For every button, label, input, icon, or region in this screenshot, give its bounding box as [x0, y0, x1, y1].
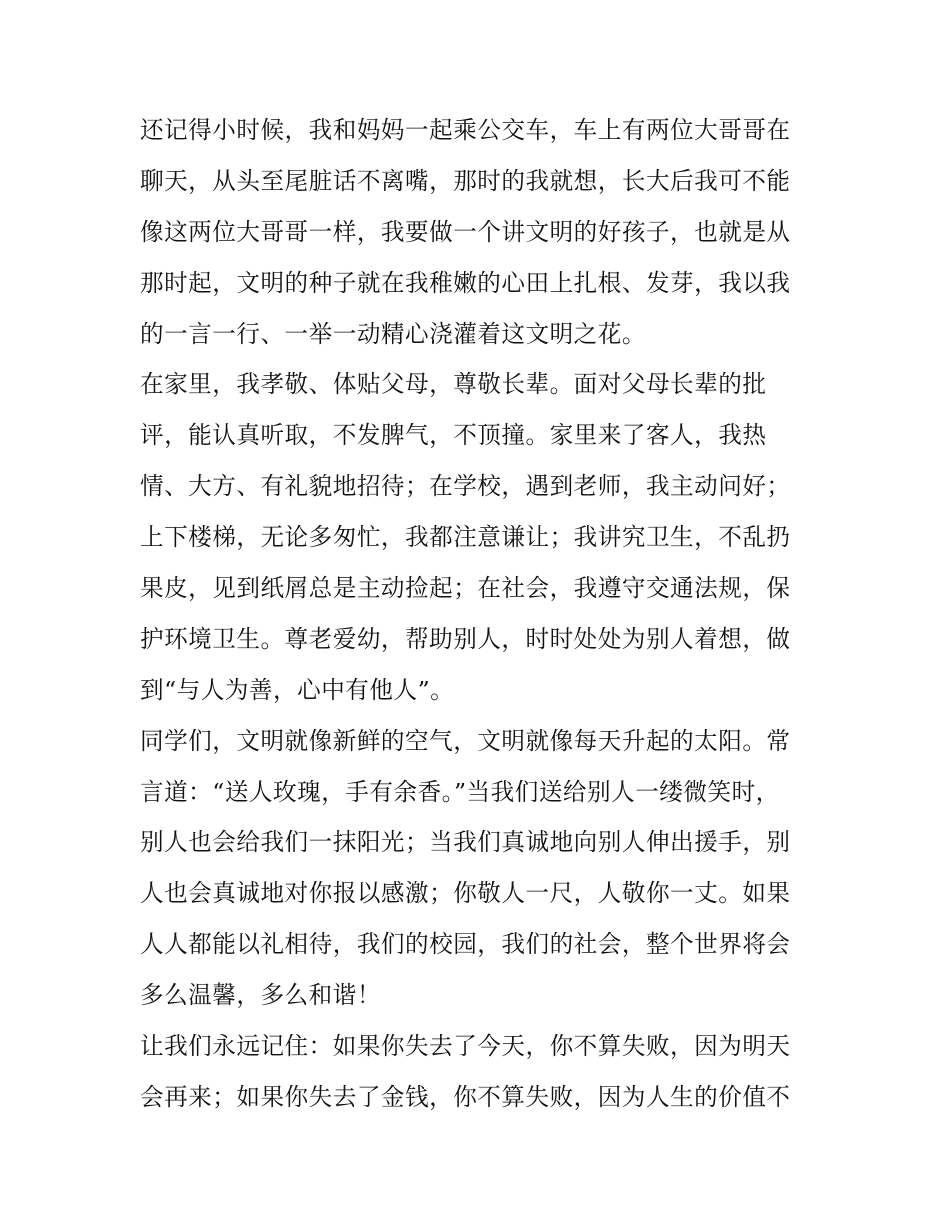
text-line: 人也会真诚地对你报以感激；你敬人一尺，人敬你一丈。如果: [140, 879, 791, 908]
text-line: 果皮，见到纸屑总是主动捡起；在社会，我遵守交通法规，保: [140, 574, 791, 603]
text-line: 会再来；如果你失去了金钱，你不算失败，因为人生的价值不: [140, 1082, 791, 1111]
text-line: 人人都能以礼相待，我们的校园，我们的社会，整个世界将会: [140, 930, 791, 959]
paragraph-4: [140, 1021, 812, 1123]
text-line: 别人也会给我们一抹阳光；当我们真诚地向别人伸出援手，别: [140, 828, 791, 857]
text-line: 言道：“送人玫瑰，手有余香。”当我们送给别人一缕微笑时，: [140, 777, 780, 806]
text-line: 评，能认真听取，不发脾气，不顶撞。家里来了客人，我热: [140, 421, 767, 450]
text-line: 的一言一行、一举一动精心浇灌着这文明之花。: [140, 319, 646, 348]
text-line: 到“与人为善，心中有他人”。: [140, 675, 455, 704]
text-line: 让我们永远记住：如果你失去了今天，你不算失败，因为明天: [140, 1032, 791, 1061]
text-line: 在家里，我孝敬、体贴父母，尊敬长辈。面对父母长辈的批: [140, 370, 767, 399]
paragraph-3: [140, 716, 812, 1021]
text-line: 还记得小时候，我和妈妈一起乘公交车，车上有两位大哥哥在: [140, 116, 791, 144]
text-line: 上下楼梯，无论多匆忙，我都注意谦让；我讲究卫生，不乱扔: [140, 523, 791, 552]
text-line: 同学们，文明就像新鲜的空气，文明就像每天升起的太阳。常: [140, 726, 791, 755]
text-line: 多么温馨，多么和谐！: [140, 981, 381, 1010]
paragraph-2: [140, 359, 812, 715]
text-line: 情、大方、有礼貌地招待；在学校，遇到老师，我主动问好；: [140, 472, 791, 501]
paragraph-1: [140, 105, 812, 359]
text-line: 护环境卫生。尊老爱幼，帮助别人，时时处处为别人着想，做: [140, 624, 791, 653]
text-line: 那时起，文明的种子就在我稚嫩的心田上扎根、发芽，我以我: [140, 268, 791, 297]
document-page: [140, 105, 812, 1123]
text-line: 像这两位大哥哥一样，我要做一个讲文明的好孩子，也就是从: [140, 217, 791, 246]
text-line: 聊天，从头至尾脏话不离嘴，那时的我就想，长大后我可不能: [140, 166, 791, 195]
